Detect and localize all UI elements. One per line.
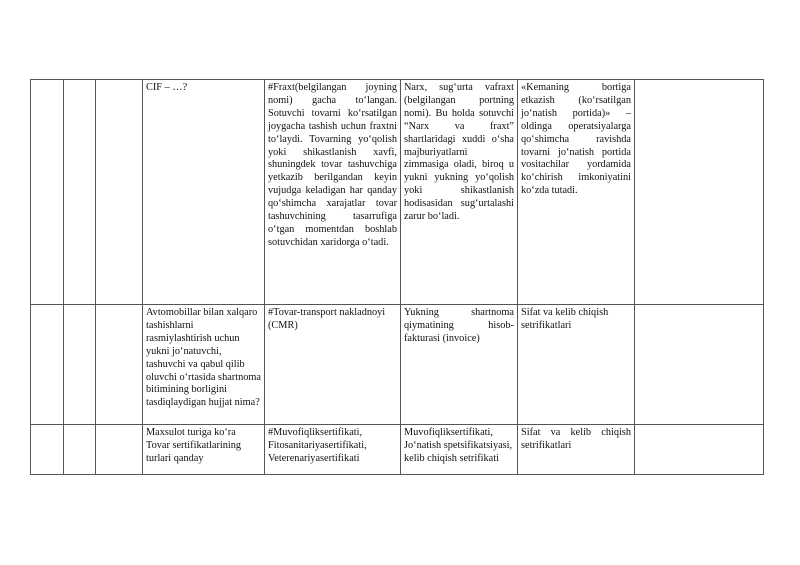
empty-cell — [96, 80, 143, 305]
answer-cell: Sifat va kelib chiqish setrifikatlari — [518, 425, 635, 475]
answer-cell: Yukning shartnoma qiymatining hisob-fakturasi (invoice) — [401, 305, 518, 425]
table-row — [31, 305, 764, 425]
question-cell: CIF – …? — [143, 80, 265, 305]
number-cell — [31, 305, 64, 425]
answer-cell-correct: #Fraxt(belgilangan joyning nomi) gacha to‘langan. Sotuvchi tovarni ko‘rsatilgan joygacha tashish uchun fraxtni to‘laydi. Tovarning yo‘qolish yoki shikastlanish xavfi, shuningdek tovar tashuvchiga yetkazib berilgandan keyin vujudga keladigan har qanday qo‘shimcha xarajatlar tovar tashuvchining tasarrufiga o‘tgan momentdan boshlab sotuvchidan xaridorga o‘tadi. — [265, 80, 401, 305]
test-questions-table — [30, 79, 764, 475]
number-cell — [31, 80, 64, 305]
table-row — [31, 80, 764, 305]
empty-cell — [96, 425, 143, 475]
answer-cell — [635, 80, 764, 305]
empty-cell — [64, 305, 96, 425]
answer-cell: Narx, sug‘urta vafraxt (belgilangan portning nomi). Bu holda sotuvchi “Narx va fraxt” shartlaridagi xuddi o‘sha majburiyatlarni zimmasiga oladi, biroq u yukni yukning yo‘qolish yoki shikastlanish hodisasidan sug‘urtalashi zarur bo‘ladi. — [401, 80, 518, 305]
empty-cell — [64, 425, 96, 475]
answer-cell: «Kemaning bortiga etkazish (ko‘rsatilgan jo‘natish portida)» – oldinga operatsiyalarga qo‘shimcha ravishda tovarni jo‘natish portida vositachilar yordamida ko‘chirish imkoniyatini ko‘zda tutadi. — [518, 80, 635, 305]
question-cell: Maxsulot turiga ko‘ra Tovar sertifikatlarining turlari qanday — [143, 425, 265, 475]
number-cell — [31, 425, 64, 475]
answer-cell: Sifat va kelib chiqish setrifikatlari — [518, 305, 635, 425]
empty-cell — [64, 80, 96, 305]
answer-cell: Muvofiqliksertifikati, Jo‘natish spetsifikatsiyasi, kelib chiqish setrifikati — [401, 425, 518, 475]
answer-cell-correct: #Muvofiqliksertifikati, Fitosanitariyasertifikati, Veterenariyasertifikati — [265, 425, 401, 475]
empty-cell — [96, 305, 143, 425]
question-cell: Avtomobillar bilan xalqaro tashishlarni rasmiylashtirish uchun yukni jo‘natuvchi, tashuvchi va qabul qilib oluvchi o‘rtasida shartnoma bitimining borligini tasdiqlaydigan hujjat nima? — [143, 305, 265, 425]
table-row — [31, 425, 764, 475]
answer-cell-correct: #Tovar-transport nakladnoyi (CMR) — [265, 305, 401, 425]
answer-cell — [635, 425, 764, 475]
answer-cell — [635, 305, 764, 425]
